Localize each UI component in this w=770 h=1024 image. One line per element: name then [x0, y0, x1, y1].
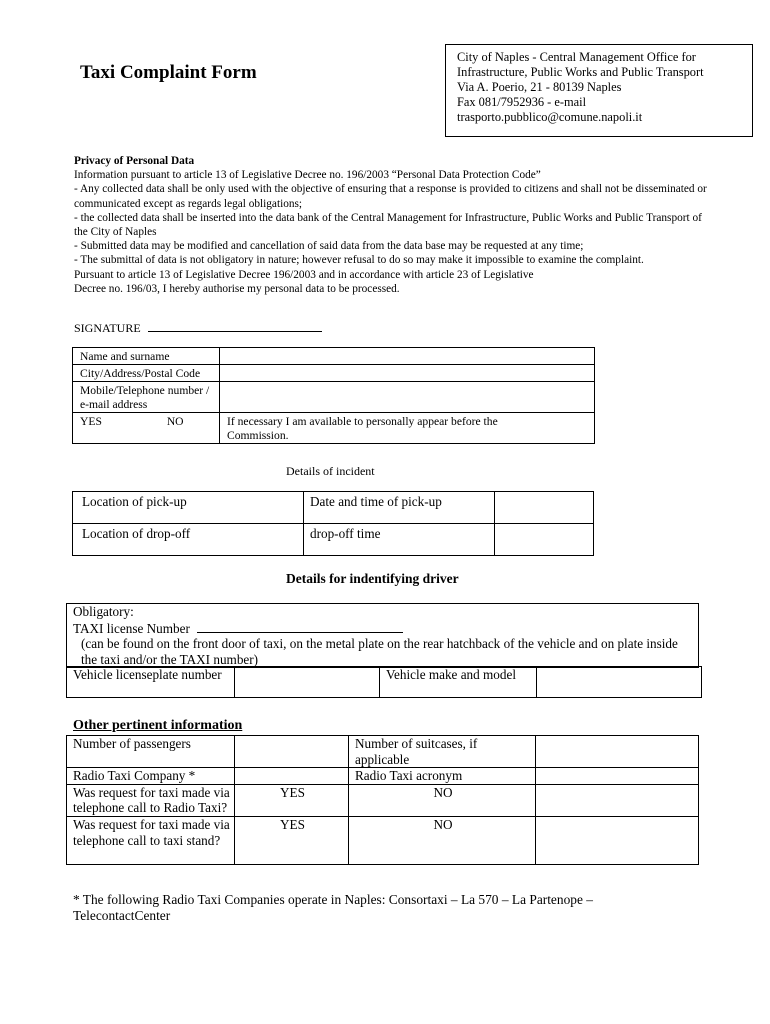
- license-label: TAXI license Number: [73, 620, 190, 636]
- other-info-heading: Other pertinent information: [73, 718, 243, 733]
- make-label: Vehicle make and model: [380, 667, 537, 698]
- pickup-datetime-field[interactable]: [495, 492, 594, 524]
- license-cell: [67, 604, 699, 668]
- dropoff-location-label: Location of drop-off: [73, 524, 304, 556]
- dropoff-time-field[interactable]: [495, 524, 594, 556]
- signature-row: [74, 321, 322, 336]
- driver-heading: Details for indentifying driver: [286, 571, 459, 586]
- city-label: City/Address/Postal Code: [73, 365, 220, 382]
- make-field[interactable]: [537, 667, 702, 698]
- company-label: Radio Taxi Company *: [67, 768, 235, 785]
- privacy-heading: Privacy of Personal Data: [74, 155, 195, 167]
- incident-table: [72, 491, 594, 556]
- pickup-datetime-label: Date and time of pick-up: [304, 492, 495, 524]
- phone-request-no[interactable]: NO: [349, 784, 536, 816]
- suitcases-field[interactable]: [536, 736, 699, 768]
- stand-request-extra[interactable]: [536, 816, 699, 864]
- pickup-location-label: Location of pick-up: [73, 492, 304, 524]
- passengers-field[interactable]: [235, 736, 349, 768]
- form-title: Taxi Complaint Form: [80, 62, 257, 83]
- address-line: Infrastructure, Public Works and Public Transport: [457, 65, 704, 79]
- address-email: trasporto.pubblico@comune.napoli.it: [457, 110, 643, 124]
- availability-text: If necessary I am available to personally appear before the Commission.: [220, 413, 595, 444]
- stand-request-yes[interactable]: YES: [235, 816, 349, 864]
- privacy-paragraph: Information pursuant to article 13 of Legislative Decree no. 196/2003 “Personal Data Protection Code”: [74, 169, 541, 182]
- name-label: Name and surname: [73, 348, 220, 365]
- license-number-field[interactable]: [197, 620, 403, 633]
- phone-label: Mobile/Telephone number / e-mail address: [73, 382, 220, 413]
- signature-label: SIGNATURE: [74, 321, 141, 335]
- no-option[interactable]: NO: [166, 415, 184, 428]
- privacy-paragraph: - Any collected data shall be only used with the objective of ensuring that a response is provided to citizens and shall not be disseminated or communicated except as regards legal obligations;: [74, 183, 707, 210]
- obligatory-label: Obligatory:: [73, 604, 134, 619]
- phone-field[interactable]: [220, 382, 595, 413]
- plate-label: Vehicle licenseplate number: [67, 667, 235, 698]
- name-field[interactable]: [220, 348, 595, 365]
- address-line: Fax 081/7952936 - e-mail: [457, 95, 587, 109]
- yes-option[interactable]: YES: [80, 415, 102, 428]
- incident-heading: Details of incident: [286, 464, 375, 478]
- plate-field[interactable]: [235, 667, 380, 698]
- privacy-paragraph: - Submitted data may be modified and cancellation of said data from the data base may be requested at any time;: [74, 240, 584, 253]
- phone-request-question: Was request for taxi made via telephone call to Radio Taxi?: [67, 784, 235, 816]
- other-info-table: [66, 735, 699, 865]
- signature-line[interactable]: [148, 331, 322, 332]
- dropoff-time-label: drop-off time: [304, 524, 495, 556]
- vehicle-table: [66, 666, 702, 698]
- phone-request-yes[interactable]: YES: [235, 784, 349, 816]
- address-line: City of Naples - Central Management Office for: [457, 50, 696, 64]
- stand-request-no[interactable]: NO: [349, 816, 536, 864]
- personal-details-table: [72, 347, 595, 444]
- yes-no-options[interactable]: [73, 413, 220, 444]
- acronym-field[interactable]: [536, 768, 699, 785]
- office-address-box: [445, 44, 753, 137]
- stand-request-question: Was request for taxi made via telephone call to taxi stand?: [67, 816, 235, 864]
- acronym-label: Radio Taxi acronym: [349, 768, 536, 785]
- privacy-paragraph: - The submittal of data is not obligatory in nature; however refusal to do so may make it impossible to examine the complaint.: [74, 254, 644, 267]
- privacy-paragraph: - the collected data shall be inserted into the data bank of the Central Management for Infrastructure, Public Works and Public Transport of the City of Naples: [74, 211, 702, 239]
- company-field[interactable]: [235, 768, 349, 785]
- privacy-section: [74, 154, 714, 296]
- passengers-label: Number of passengers: [67, 736, 235, 768]
- footnote: * The following Radio Taxi Companies operate in Naples: Consortaxi – La 570 – La Partenope – TelecontactCenter: [73, 892, 593, 923]
- suitcases-label: Number of suitcases, if applicable: [349, 736, 536, 768]
- city-field[interactable]: [220, 365, 595, 382]
- address-line: Via A. Poerio, 21 - 80139 Naples: [457, 80, 622, 94]
- driver-license-table: [66, 603, 699, 668]
- privacy-paragraph: Pursuant to article 13 of Legislative Decree 196/2003 and in accordance with article 23 of Legislative Decree no. 196/03, I hereby authorise my personal data to be processed.: [74, 268, 534, 295]
- phone-request-extra[interactable]: [536, 784, 699, 816]
- license-note: (can be found on the front door of taxi, on the metal plate on the rear hatchback of the vehicle and on plate inside the taxi and/or the TAXI number): [81, 636, 678, 667]
